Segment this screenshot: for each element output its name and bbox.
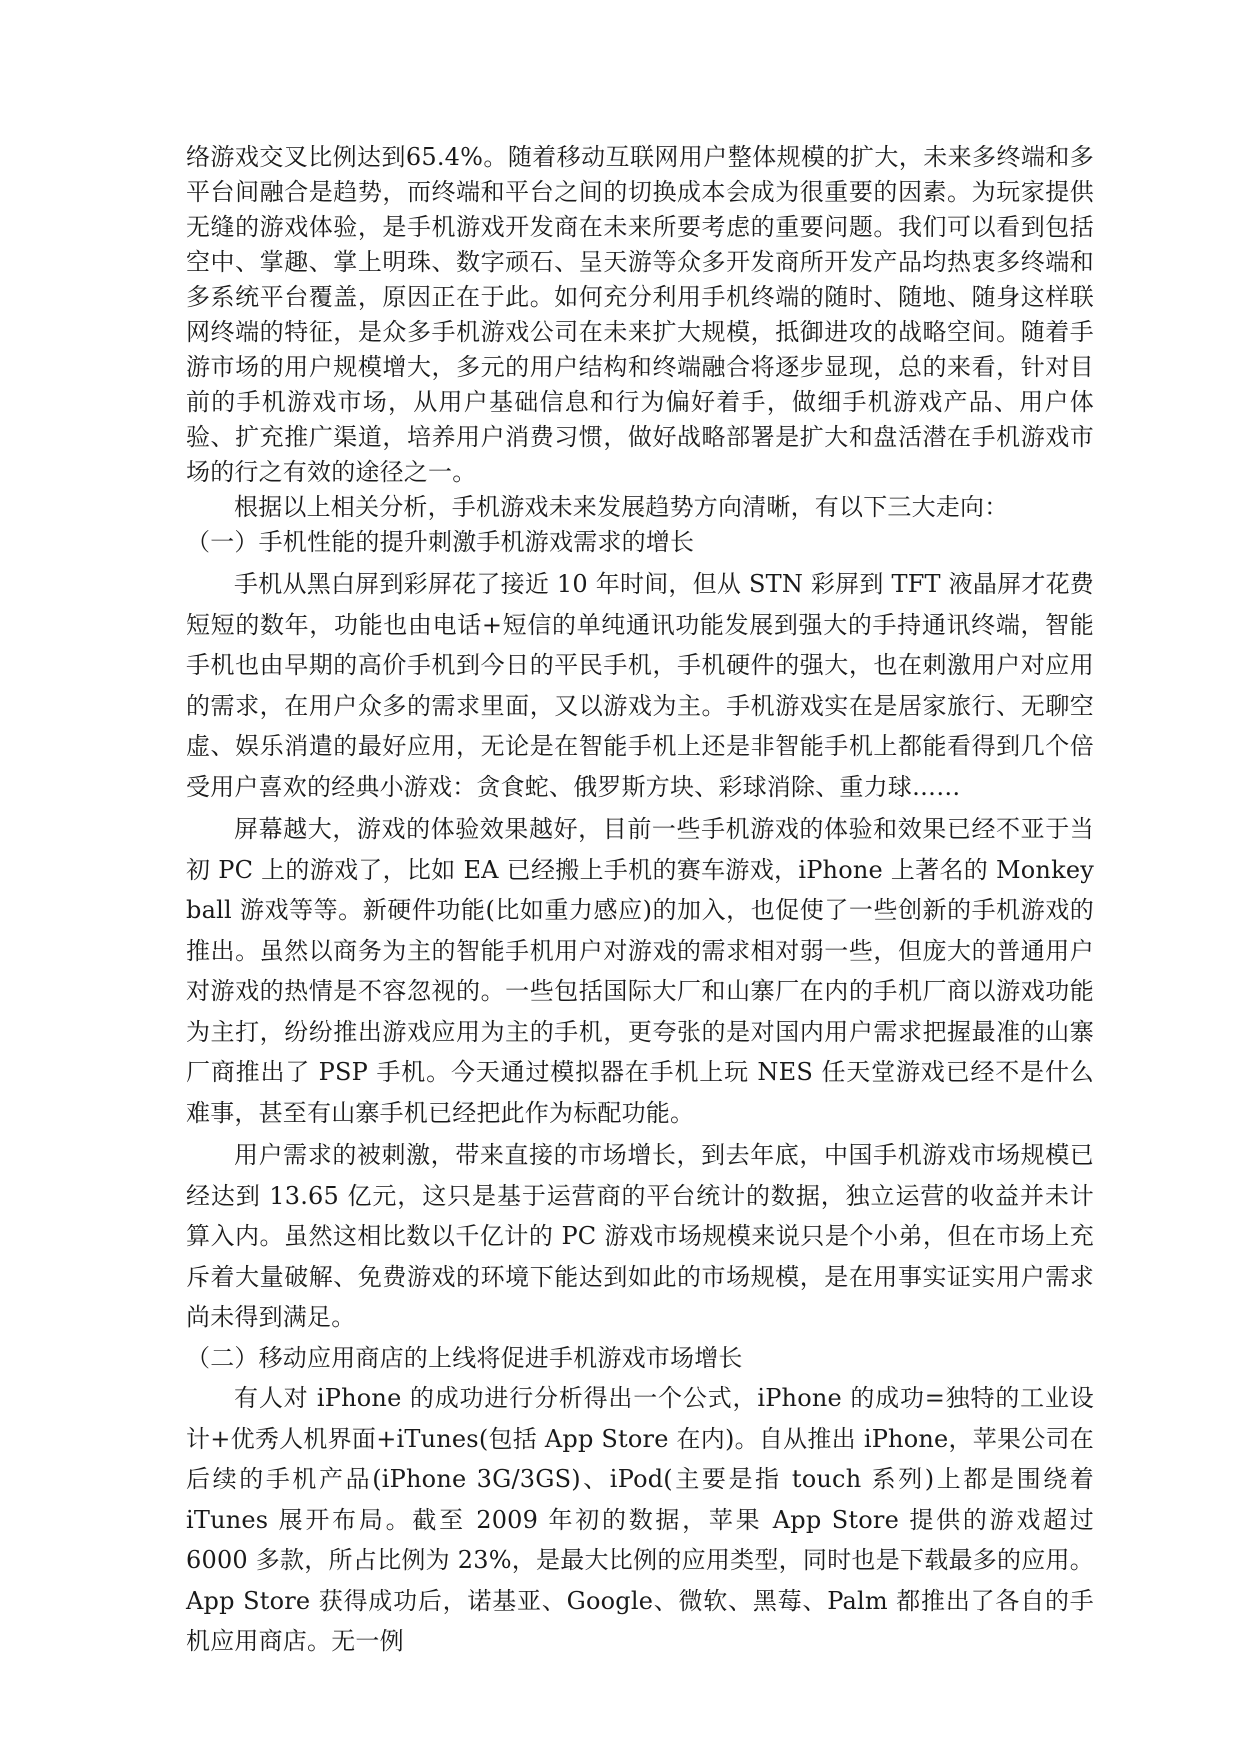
section-heading-2: （二）移动应用商店的上线将促进手机游戏市场增长 xyxy=(186,1343,743,1372)
paragraph-1: 络游戏交叉比例达到65.4%。随着移动互联网用户整体规模的扩大，未来多终端和多平台间融合是趋势，而终端和平台之间的切换成本会成为很重要的因素。为玩家提供无缝的游戏体验，是手机游戏开发商在未来所要考虑的重要问题。我们可以看到包括空中、掌趣、掌上明珠、数字顽石、呈天游等众多开发商所开发产品均热衷多终端和多系统平台覆盖，原因正在于此。如何充分利用手机终端的随时、随地、随身这样联网终端的特征，是众多手机游戏公司在未来扩大规模，抵御进攻的战略空间。随着手游市场的用户规模增大，多元的用户结构和终端融合将逐步显现，总的来看，针对目前的手机游戏市场，从用户基础信息和行为偏好着手，做细手机游戏产品、用户体验、扩充推广渠道，培养用户消费习惯，做好战略部署是扩大和盘活潜在手机游戏市场的行之有效的途径之一。 xyxy=(186,143,1094,486)
paragraph-5: 用户需求的被刺激，带来直接的市场增长，到去年底，中国手机游戏市场规模已经达到 13.65 亿元，这只是基于运营商的平台统计的数据，独立运营的收益并未计算入内。虽然这相比数以千亿计的 PC 游戏市场规模来说只是个小弟，但在市场上充斥着大量破解、免费游戏的环境下能达到如此的市场规模，是在用事实证实用户需求尚未得到满足。 xyxy=(186,1141,1094,1331)
paragraph-2: 根据以上相关分析，手机游戏未来发展趋势方向清晰，有以下三大走向： xyxy=(234,493,1009,521)
paragraph-4: 屏幕越大，游戏的体验效果越好，目前一些手机游戏的体验和效果已经不亚于当初 PC 上的游戏了，比如 EA 已经搬上手机的赛车游戏，iPhone 上著名的 Monkey ball 游戏等等。新硬件功能(比如重力感应)的加入，也促使了一些创新的手机游戏的推出。虽然以商务为主的智能手机用户对游戏的需求相对弱一些，但庞大的普通用户对游戏的热情是不容忽视的。一些包括国际大厂和山寨厂在内的手机厂商以游戏功能为主打，纷纷推出游戏应用为主的手机，更夸张的是对国内用户需求把握最准的山寨厂商推出了 PSP 手机。今天通过模拟器在手机上玩 NES 任天堂游戏已经不是什么难事，甚至有山寨手机已经把此作为标配功能。 xyxy=(186,815,1094,1127)
paragraph-3: 手机从黑白屏到彩屏花了接近 10 年时间，但从 STN 彩屏到 TFT 液晶屏才花费短短的数年，功能也由电话+短信的单纯通讯功能发展到强大的手持通讯终端，智能手机也由早期的高价手机到今日的平民手机，手机硬件的强大，也在刺激用户对应用的需求，在用户众多的需求里面，又以游戏为主。手机游戏实在是居家旅行、无聊空虚、娱乐消遣的最好应用，无论是在智能手机上还是非智能手机上都能看得到几个倍受用户喜欢的经典小游戏：贪食蛇、俄罗斯方块、彩球消除、重力球…… xyxy=(186,570,1094,801)
document-body xyxy=(186,140,1094,1662)
section-heading-1: （一）手机性能的提升刺激手机游戏需求的增长 xyxy=(186,528,695,556)
paragraph-6: 有人对 iPhone 的成功进行分析得出一个公式，iPhone 的成功=独特的工业设计+优秀人机界面+iTunes(包括 App Store 在内)。自从推出 iPhone，苹果公司在后续的手机产品(iPhone 3G/3GS)、iPod(主要是指 touch 系列)上都是围绕着 iTunes 展开布局。截至 2009 年初的数据，苹果 App Store 提供的游戏超过 6000 多款，所占比例为 23%，是最大比例的应用类型，同时也是下载最多的应用。App Store 获得成功后，诺基亚、Google、微软、黑莓、Palm 都推出了各自的手机应用商店。无一例 xyxy=(186,1384,1094,1655)
